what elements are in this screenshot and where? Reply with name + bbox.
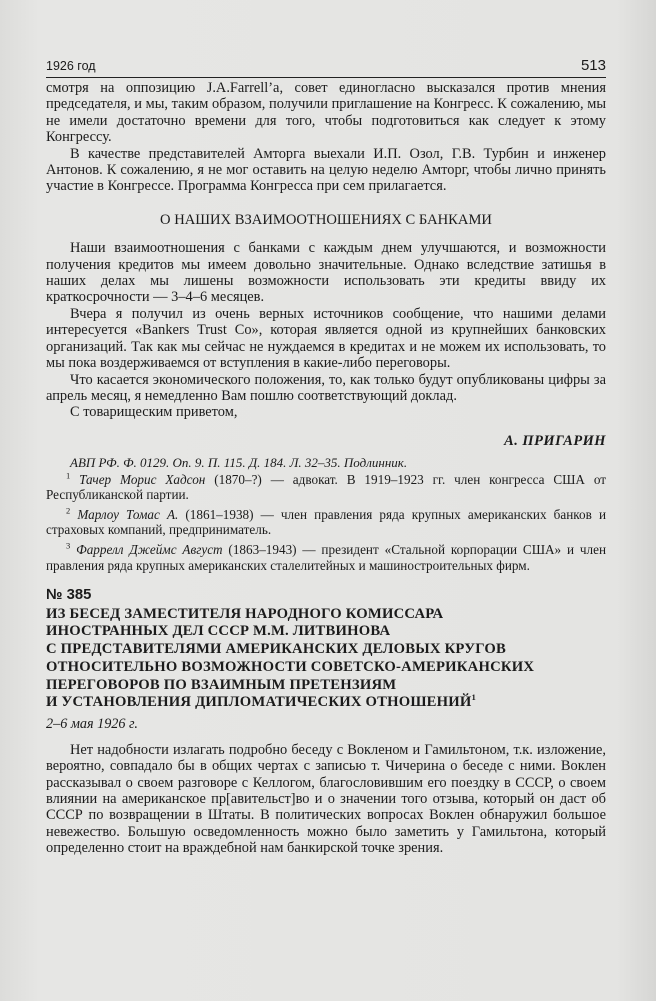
footnote-text: (1861–1938) — член правления ряда крупных американских банков и страховых компаний, предприниматель. (46, 506, 607, 538)
footnote-name: Тачер Морис Хадсон (79, 471, 206, 487)
title-line: ИЗ БЕСЕД ЗАМЕСТИТЕЛЯ НАРОДНОГО КОМИССАРА (46, 605, 444, 622)
header-year: 1926 год (46, 59, 96, 73)
title-line: С ПРЕДСТАВИТЕЛЯМИ АМЕРИКАНСКИХ ДЕЛОВЫХ КРУГОВ (46, 641, 507, 658)
running-header (46, 57, 606, 77)
footnote-name: Фаррелл Джеймс Август (76, 541, 223, 557)
document-title (46, 606, 617, 713)
document-body: Нет надобности излагать подробно беседу с Вокленом и Гамильтоном, т.к. изложение, вероятно, совпадало бы в общих чертах с записью т. Чичерина о беседе с ними. Воклен рассказывал о своем разговоре с Келлогом, благословившим его поездку в СССР, о своем влиянии на американское пр[авительст]во и о значении того отзыва, который он даст об СССР по возвращении в Штаты. В политических вопросах Воклен обнаружил большое невежество. Большую осведомленность можно было заметить у Гамильтона, который определенно стоит на враждебной нам банкирской точке зрения. (46, 741, 606, 857)
footnote-text: (1863–1943) — президент «Стальной корпорации США» и член правления ряда крупных американских сталелитейных и машиностроительных фирм. (46, 541, 606, 573)
footnote (46, 472, 606, 503)
footnote-mark: 3 (66, 540, 71, 551)
page-number: 513 (580, 57, 606, 74)
footnote-mark: 1 (66, 470, 71, 481)
footnote-text: (1870–?) — адвокат. В 1919–1923 гг. член конгресса США от Республиканской партии. (46, 471, 607, 503)
document-date: 2–6 мая 1926 г. (46, 716, 138, 733)
title-line: ОТНОСИТЕЛЬНО ВОЗМОЖНОСТИ СОВЕТСКО-АМЕРИКАНСКИХ (46, 658, 535, 675)
footnote-mark: 1 (471, 692, 477, 703)
title-line-text: И УСТАНОВЛЕНИЯ ДИПЛОМАТИЧЕСКИХ ОТНОШЕНИЙ (46, 694, 472, 711)
paragraph: Вчера я получил из очень верных источников сообщение, что нашими делами интересуется «Bankers Trust Co», которая является одной из крупнейших банковских организаций. Так как мы сейчас не нуждаемся в кредитах и не можем их использовать, то мы пока воздерживаемся от вступления в какие-либо переговоры. (46, 305, 606, 372)
archive-reference: АВП РФ. Ф. 0129. Оп. 9. П. 115. Д. 184. Л. 32–35. Подлинник. (70, 455, 408, 471)
paragraph: смотря на оппозицию J.A.Farrell’а, совет единогласно высказался против мнения председателя, и мы, таким образом, получили приглашение на Конгресс. К сожалению, мы не имели достаточно времени для того, чтобы подготовиться как следует к этому Конгрессу. (46, 80, 606, 146)
paragraph: Наши взаимоотношения с банками с каждым днем улучшаются, и возможности получения кредитов мы имеем довольно значительные. Однако вследствие затишья в наших делах мы лишены возможности использовать эти кредиты ввиду их краткосрочности — 3–4–6 месяцев. (46, 240, 606, 306)
closing-greeting: С товарищеским приветом, (70, 404, 238, 421)
footnote-mark: 2 (66, 505, 71, 516)
signature: А. ПРИГАРИН (504, 432, 606, 449)
document-number: № 385 (46, 587, 92, 604)
paragraph: В качестве представителей Амторга выехали И.П. Озол, Г.В. Турбин и инженер Антонов. К сожалению, я не мог оставить на целую неделю Амторг, чтобы лично принять участие в Конгрессе. Программа Конгресса при сем прилагается. (46, 145, 606, 195)
footnotes (46, 472, 606, 574)
footnote (46, 507, 606, 538)
header-rule (46, 77, 606, 78)
title-line: ИНОСТРАННЫХ ДЕЛ СССР М.М. ЛИТВИНОВА (46, 623, 391, 640)
section-heading: О НАШИХ ВЗАИМООТНОШЕНИЯХ С БАНКАМИ (160, 211, 492, 228)
footnote-name: Марлоу Томас А. (77, 506, 179, 522)
page-body (46, 80, 606, 857)
title-line: ПЕРЕГОВОРОВ ПО ВЗАИМНЫМ ПРЕТЕНЗИЯМ (46, 676, 397, 693)
title-line (46, 694, 617, 712)
footnote (46, 542, 606, 573)
paragraph: Что касается экономического положения, то, как только будут опубликованы цифры за апрель месяц, я немедленно Вам пошлю соответствующий доклад. (46, 371, 606, 404)
